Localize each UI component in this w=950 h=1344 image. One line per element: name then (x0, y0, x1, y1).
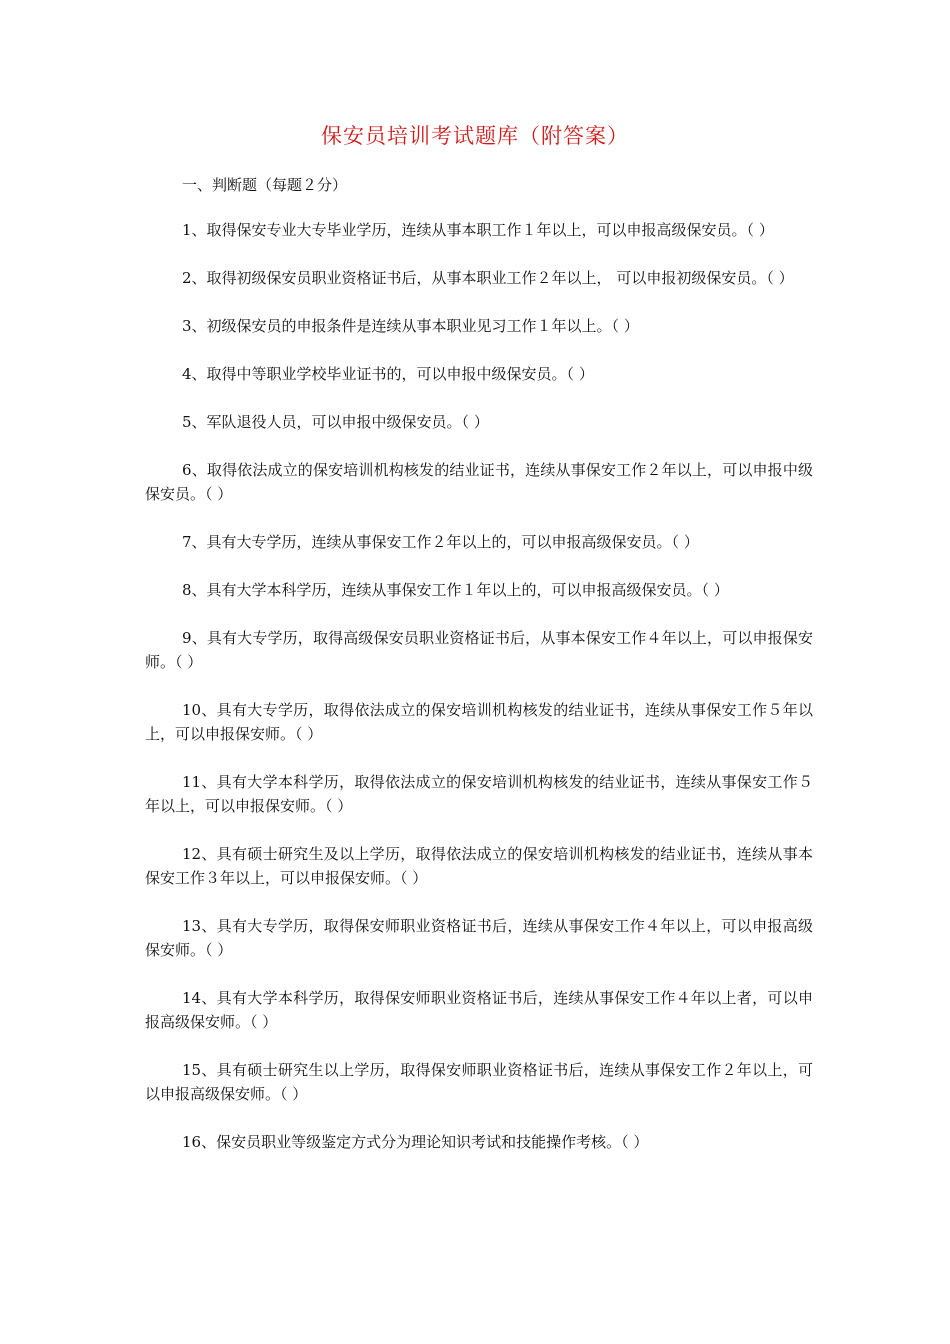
question-item: 8、具有大学本科学历，连续从事保安工作１年以上的，可以申报高级保安员。（ ） (182, 581, 729, 599)
document-title: 保安员培训考试题库（附答案） (321, 124, 629, 148)
question-item: 16、保安员职业等级鉴定方式分为理论知识考试和技能操作考核。（ ） (182, 1133, 649, 1151)
question-item: 7、具有大专学历，连续从事保安工作２年以上的，可以申报高级保安员。（ ） (182, 533, 699, 551)
question-item: 15、具有硕士研究生以上学历，取得保安师职业资格证书后，连续从事保安工作２年以上，可以申报高级保安师。（ ） (145, 1061, 813, 1103)
question-item: 14、具有大学本科学历，取得保安师职业资格证书后，连续从事保安工作４年以上者，可以申报高级保安师。（ ） (145, 989, 813, 1031)
question-item: 3、初级保安员的申报条件是连续从事本职业见习工作１年以上。（ ） (182, 317, 639, 335)
question-item: 9、具有大专学历，取得高级保安员职业资格证书后，从事本保安工作４年以上，可以申报保安师。（ ） (145, 629, 813, 671)
question-item: 10、具有大专学历，取得依法成立的保安培训机构核发的结业证书，连续从事保安工作５年以上，可以申报保安师。（ ） (145, 701, 813, 743)
question-item: 12、具有硕士研究生及以上学历，取得依法成立的保安培训机构核发的结业证书，连续从事本保安工作３年以上，可以申报保安师。（ ） (145, 845, 813, 887)
question-item: 13、具有大专学历，取得保安师职业资格证书后，连续从事保安工作４年以上，可以申报高级保安师。（ ） (145, 917, 813, 959)
question-item: 6、取得依法成立的保安培训机构核发的结业证书，连续从事保安工作２年以上，可以申报中级保安员。（ ） (145, 461, 813, 503)
question-item: 11、具有大学本科学历，取得依法成立的保安培训机构核发的结业证书，连续从事保安工作５年以上，可以申报保安师。（ ） (145, 773, 813, 815)
question-item: 5、军队退役人员，可以申报中级保安员。（ ） (182, 413, 489, 431)
question-list (145, 218, 813, 1178)
section-heading: 一、判断题（每题２分） (182, 176, 348, 194)
question-item: 1、取得保安专业大专毕业学历，连续从事本职工作１年以上，可以申报高级保安员。（ ） (182, 221, 774, 239)
question-item: 2、取得初级保安员职业资格证书后，从事本职业工作２年以上， 可以申报初级保安员。（ ） (182, 269, 794, 287)
question-item: 4、取得中等职业学校毕业证书的，可以申报中级保安员。（ ） (182, 365, 594, 383)
